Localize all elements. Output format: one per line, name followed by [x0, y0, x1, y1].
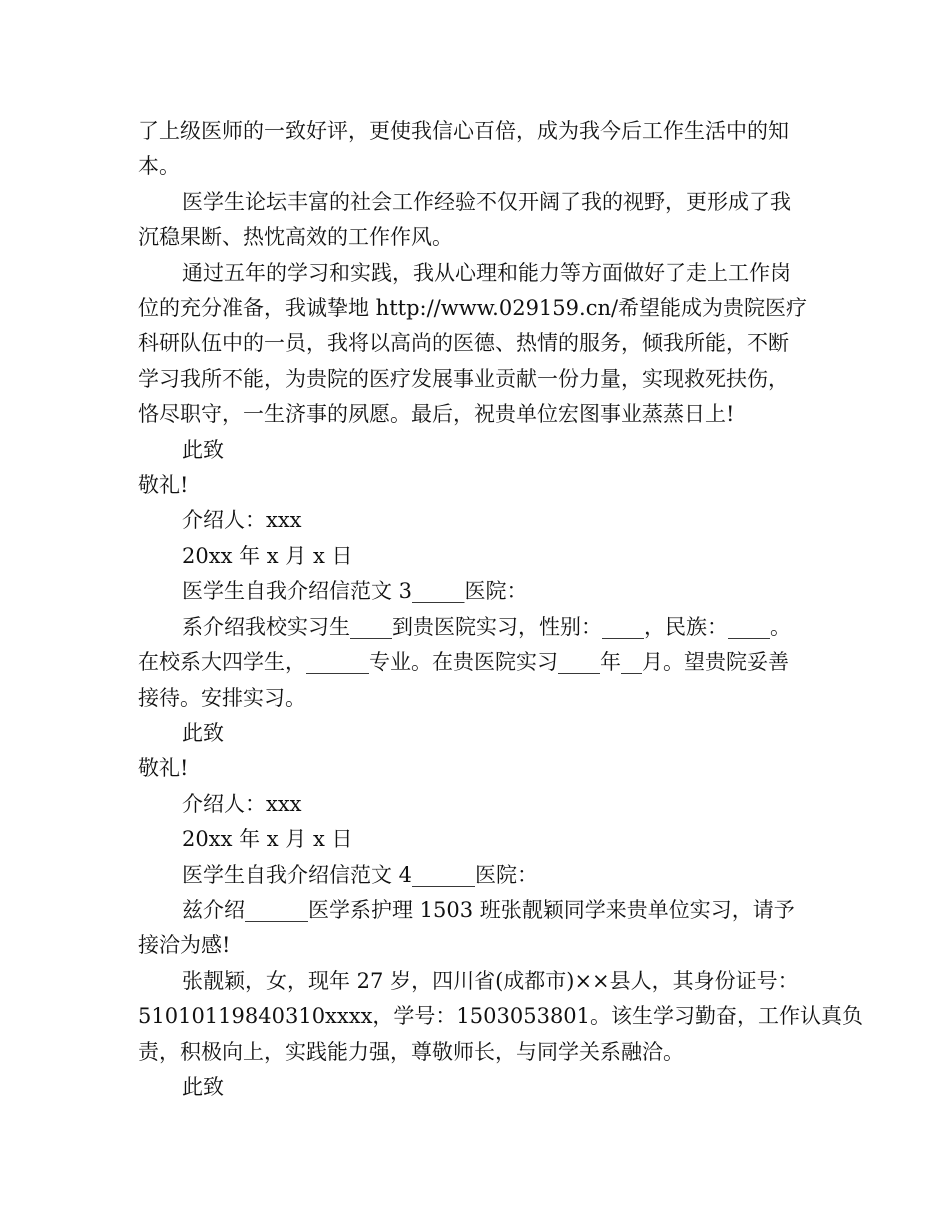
text-line: 恪尽职守，一生济事的夙愿。最后，祝贵单位宏图事业蒸蒸日上! — [138, 402, 735, 427]
text-line: 科研队伍中的一员，我将以高尚的医德、热情的服务，倾我所能，不断 — [138, 331, 789, 356]
text-line: 位的充分准备，我诚挚地 http://www.029159.cn/希望能成为贵院医疗 — [138, 296, 808, 321]
text-line: 兹介绍______医学系护理 1503 班张靓颖同学来贵单位实习，请予 — [182, 897, 795, 922]
text-line: 20xx 年 x 月 x 日 — [182, 543, 353, 568]
text-line: 51010119840310xxxx，学号：1503053801。该生学习勤奋，工作认真负 — [138, 1004, 864, 1029]
text-line: 此致 — [182, 720, 224, 745]
text-line: 了上级医师的一致好评，更使我信心百倍，成为我今后工作生活中的知 — [138, 119, 789, 143]
text-line: 接待。安排实习。 — [138, 685, 306, 710]
text-line: 介绍人：xxx — [182, 508, 302, 533]
text-line: 本。 — [138, 154, 180, 179]
text-line: 在校系大四学生，______专业。在贵医院实习____年__月。望贵院妥善 — [138, 650, 789, 675]
text-line: 医学生论坛丰富的社会工作经验不仅开阔了我的视野，更形成了我 — [182, 189, 791, 214]
text-line: 张靓颖，女，现年 27 岁，四川省(成都市)××县人，其身份证号： — [182, 968, 799, 993]
text-line: 此致 — [182, 1074, 224, 1099]
text-line: 学习我所不能，为贵院的医疗发展事业贡献一份力量，实现救死扶伤， — [138, 366, 789, 391]
text-line: 此致 — [182, 437, 224, 462]
text-line: 介绍人：xxx — [182, 791, 302, 816]
text-line: 通过五年的学习和实践，我从心理和能力等方面做好了走上工作岗 — [182, 260, 791, 285]
text-line: 敬礼! — [138, 756, 189, 781]
text-line: 医学生自我介绍信范文 4______医院： — [182, 862, 539, 887]
text-line: 责，积极向上，实践能力强，尊敬师长，与同学关系融洽。 — [138, 1039, 684, 1064]
document-body — [138, 114, 864, 1105]
text-line: 系介绍我校实习生____到贵医院实习，性别：____，民族：____。 — [182, 614, 791, 639]
text-line: 20xx 年 x 月 x 日 — [182, 827, 353, 852]
text-line: 接洽为感! — [138, 933, 231, 958]
text-line: 医学生自我介绍信范文 3_____医院： — [182, 579, 528, 604]
text-line: 敬礼! — [138, 473, 189, 498]
text-line: 沉稳果断、热忱高效的工作作风。 — [138, 225, 453, 250]
